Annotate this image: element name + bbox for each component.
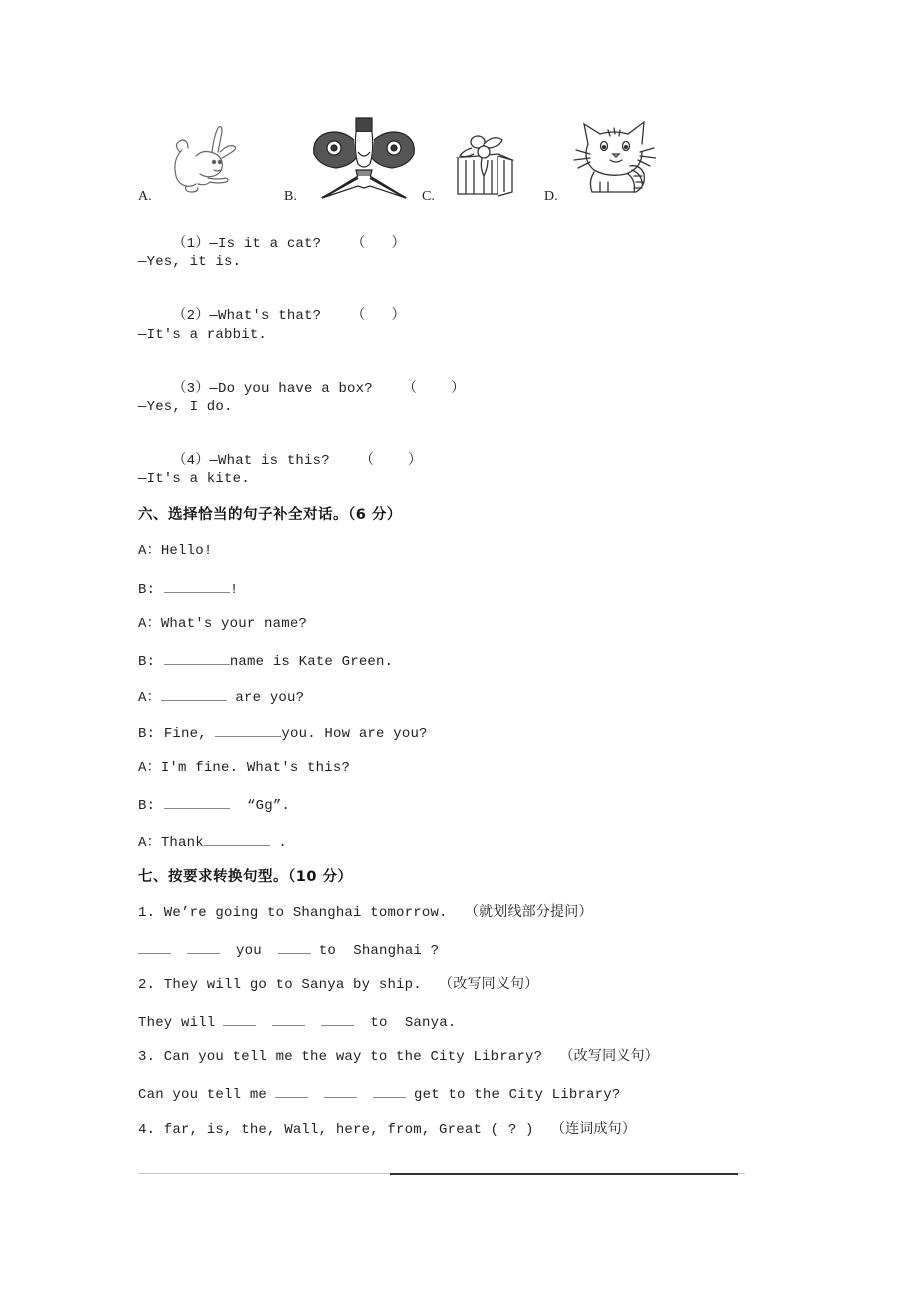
dialogue-text: I'm fine. What's this? [160,760,351,776]
question-text: —Is it a cat? [209,236,322,252]
speaker: A： [138,835,161,851]
answer-paren-open: （ [402,381,418,397]
question-text: —Do you have a box? [209,381,373,397]
dialogue-text: “Gg”. [229,798,291,814]
picture-option-a [138,112,248,207]
picture-option-c [422,112,532,207]
dialogue-text: What's your name? [160,616,308,632]
speaker: B: [138,798,164,814]
dialogue-text: Thank [160,835,204,851]
answer-line[interactable] [390,1173,738,1175]
answer-paren-close: ） [451,381,466,397]
answer-word: you [236,943,262,959]
dialogue-text: you. How are you? [281,726,428,742]
fill-blank[interactable] [164,795,230,809]
section-7-heading: 七、按要求转换句型。（10 分） [138,869,353,885]
fill-blank[interactable] [215,723,281,737]
speaker: A： [138,690,161,706]
reply-1: —Yes, it is. [138,254,242,270]
dialogue-text: Fine, [163,726,216,742]
question-number: （2） [172,308,210,324]
transform-item-2-answer [138,1012,456,1032]
dialogue-line-2 [138,579,238,599]
dialogue-text: are you? [226,690,305,706]
dialogue-text: Hello! [160,543,213,559]
fill-blank[interactable] [164,651,230,665]
speaker: A： [138,543,161,559]
dialogue-line-8 [138,795,290,815]
answer-paren-open: （ [351,308,366,324]
dialogue-line-1 [138,542,212,560]
speaker: B: [138,654,164,670]
fill-blank[interactable] [164,579,230,593]
speaker: A： [138,760,161,776]
dialogue-line-9 [138,832,287,852]
speaker: A： [138,616,161,632]
answer-word: get to the City Library? [414,1087,621,1103]
fill-blank[interactable] [161,687,227,701]
kite-icon [308,112,420,202]
fill-blank[interactable] [272,1012,305,1026]
answer-word: Can you tell me [138,1087,268,1103]
answer-paren-open: （ [359,453,375,469]
section-6-heading: 六、选择恰当的句子补全对话。（6 分） [138,507,402,523]
reply-4: —It's a kite. [138,471,250,487]
dialogue-line-4 [138,651,393,671]
question-number: （4） [172,453,210,469]
option-label: C. [422,189,435,204]
question-text: —What is this? [209,453,330,469]
transform-item-1-prompt: 1. We’re going to Shanghai tomorrow. （就划线部分提问） [138,905,593,921]
dialogue-line-5 [138,687,304,707]
picture-option-d [544,112,674,207]
transform-item-4-prompt: 4. far, is, the, Wall, here, from, Great ( ? ) （连词成句） [138,1122,637,1138]
transform-item-3-answer [138,1084,620,1104]
reply-3: —Yes, I do. [138,399,233,415]
fill-blank[interactable] [187,940,220,954]
option-label: B. [284,189,297,204]
reply-2: —It's a rabbit. [138,327,268,343]
question-number: （1） [172,236,210,252]
option-label: D. [544,189,558,204]
question-text: —What's that? [209,308,322,324]
fill-blank[interactable] [324,1084,357,1098]
dialogue-text: ! [229,582,239,598]
answer-paren-close: ） [391,236,406,252]
answer-paren-close: ） [408,453,423,469]
option-label: A. [138,189,152,204]
speaker: B: [138,582,164,598]
speaker: B: [138,726,164,742]
fill-blank[interactable] [278,940,311,954]
picture-option-b [284,112,424,207]
fill-blank[interactable] [321,1012,354,1026]
dialogue-text: name is Kate Green. [229,654,394,670]
fill-blank[interactable] [373,1084,406,1098]
fill-blank[interactable] [223,1012,256,1026]
answer-word: to Shanghai ? [318,943,440,959]
answer-word: They will [138,1015,216,1031]
dialogue-line-7 [138,759,350,777]
gift-box-icon [452,130,522,200]
dialogue-line-6 [138,723,428,743]
answer-word: to Sanya. [370,1015,457,1031]
rabbit-icon [168,122,243,197]
transform-item-2-prompt: 2. They will go to Sanya by ship. （改写同义句） [138,977,539,993]
fill-blank[interactable] [204,832,270,846]
dialogue-text: . [269,835,288,851]
fill-blank[interactable] [138,940,171,954]
transform-item-3-prompt: 3. Can you tell me the way to the City Library? （改写同义句） [138,1049,659,1065]
answer-paren-open: （ [351,236,366,252]
answer-paren-close: ） [391,308,406,324]
dialogue-line-3 [138,615,307,633]
picture-options-row [138,112,698,207]
cat-icon [570,114,656,200]
transform-item-1-answer [138,940,439,960]
fill-blank[interactable] [275,1084,308,1098]
question-number: （3） [172,381,210,397]
